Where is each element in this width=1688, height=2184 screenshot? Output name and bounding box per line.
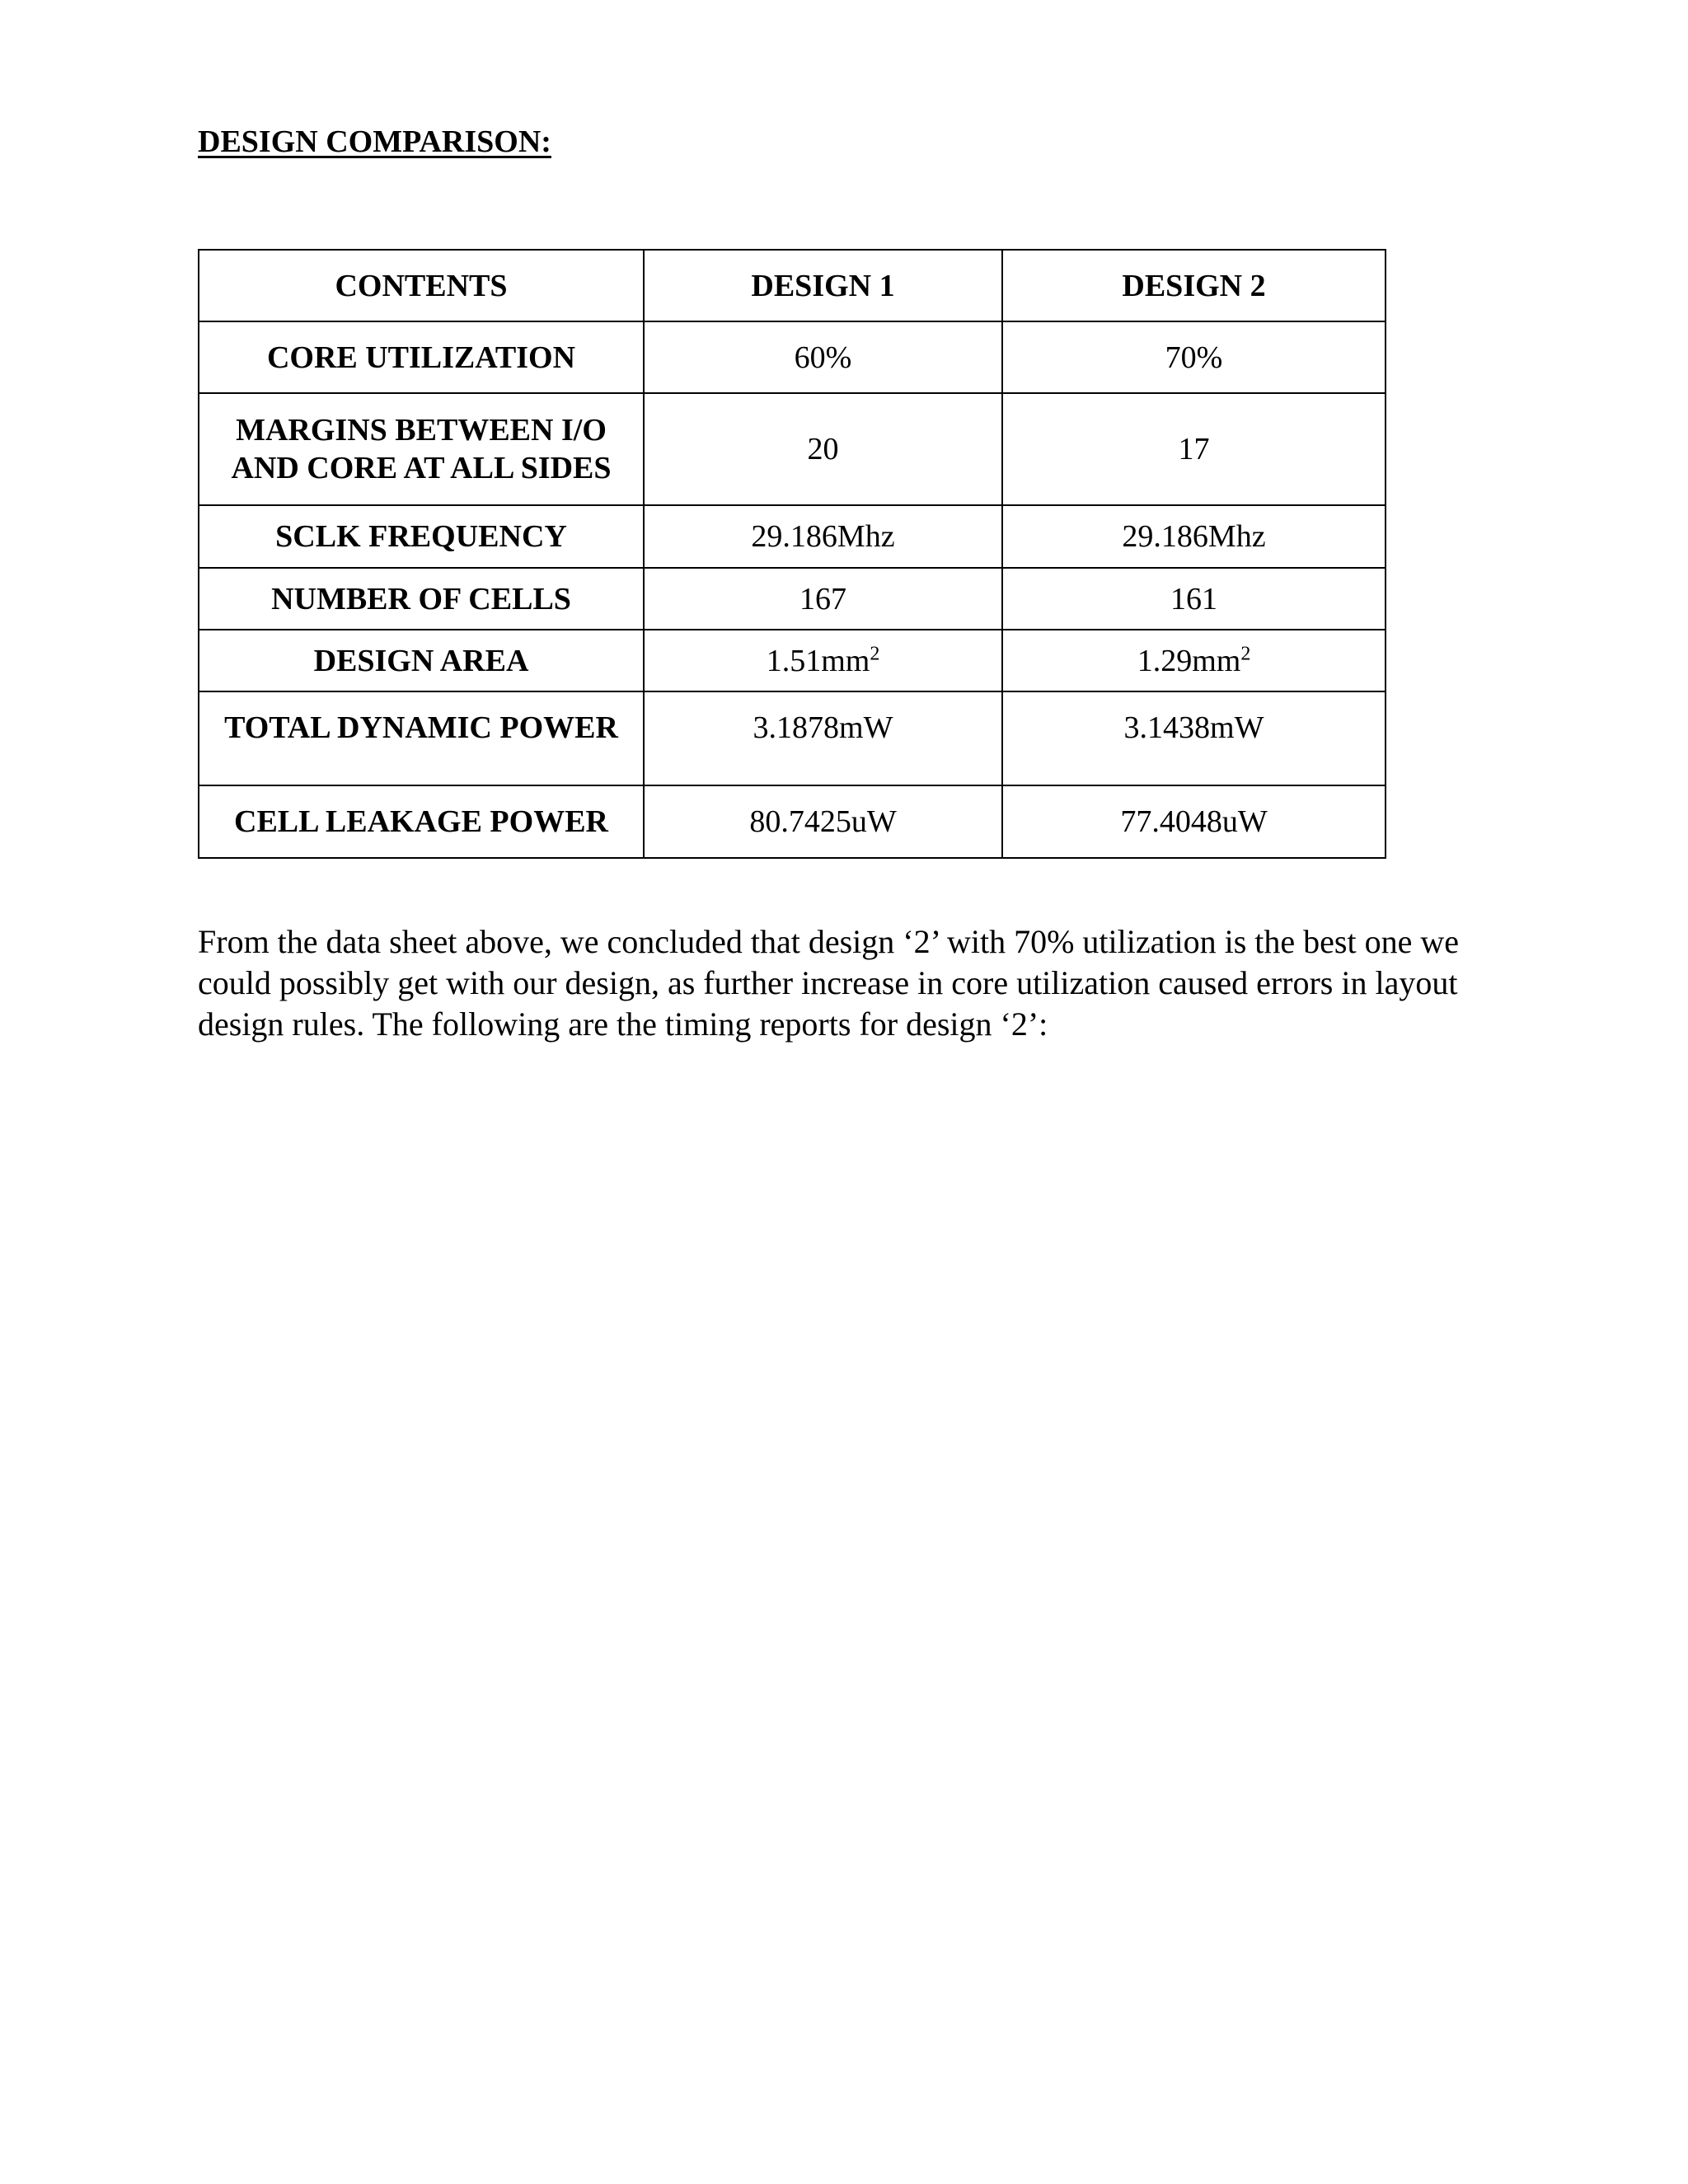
table-row-number-of-cells: [199, 568, 1386, 630]
row-label: NUMBER OF CELLS: [199, 568, 644, 630]
column-header-design-2: DESIGN 2: [1002, 250, 1386, 321]
design-1-value: 60%: [644, 321, 1002, 393]
table-header-row: [199, 250, 1386, 321]
design-1-area-value: 1.51mm: [766, 643, 870, 678]
design-1-value: 167: [644, 568, 1002, 630]
design-2-value: 161: [1002, 568, 1386, 630]
design-2-value: 17: [1002, 393, 1386, 505]
row-label: DESIGN AREA: [199, 630, 644, 691]
row-label: SCLK FREQUENCY: [199, 505, 644, 568]
design-2-area-superscript: 2: [1240, 642, 1251, 664]
design-1-value: [644, 630, 1002, 691]
table-row-margins: [199, 393, 1386, 505]
table-row-core-utilization: [199, 321, 1386, 393]
conclusion-paragraph: From the data sheet above, we concluded that design ‘2’ with 70% utilization is the best one we could possibly get with our design, as further increase in core utilization caused errors in layout design rules. The following are the timing reports for design ‘2’:: [198, 923, 1459, 1043]
design-comparison-table: [198, 249, 1386, 859]
design-2-area-value: 1.29mm: [1137, 643, 1241, 678]
table-row-design-area: [199, 630, 1386, 691]
table-row-sclk-frequency: [199, 505, 1386, 568]
row-label: TOTAL DYNAMIC POWER: [199, 691, 644, 785]
column-header-design-1: DESIGN 1: [644, 250, 1002, 321]
design-1-value: 80.7425uW: [644, 785, 1002, 858]
design-1-value: 29.186Mhz: [644, 505, 1002, 568]
design-1-value: 20: [644, 393, 1002, 505]
row-label: MARGINS BETWEEN I/O AND CORE AT ALL SIDES: [199, 393, 644, 505]
table-row-cell-leakage-power: [199, 785, 1386, 858]
row-label: CELL LEAKAGE POWER: [199, 785, 644, 858]
design-1-area-superscript: 2: [870, 642, 880, 664]
row-label: CORE UTILIZATION: [199, 321, 644, 393]
design-1-value: 3.1878mW: [644, 691, 1002, 785]
design-2-value: 77.4048uW: [1002, 785, 1386, 858]
table-row-total-dynamic-power: [199, 691, 1386, 785]
page-heading: DESIGN COMPARISON:: [198, 124, 551, 159]
column-header-contents: CONTENTS: [199, 250, 644, 321]
design-2-value: 29.186Mhz: [1002, 505, 1386, 568]
design-2-value: 70%: [1002, 321, 1386, 393]
design-2-value: 3.1438mW: [1002, 691, 1386, 785]
design-2-value: [1002, 630, 1386, 691]
